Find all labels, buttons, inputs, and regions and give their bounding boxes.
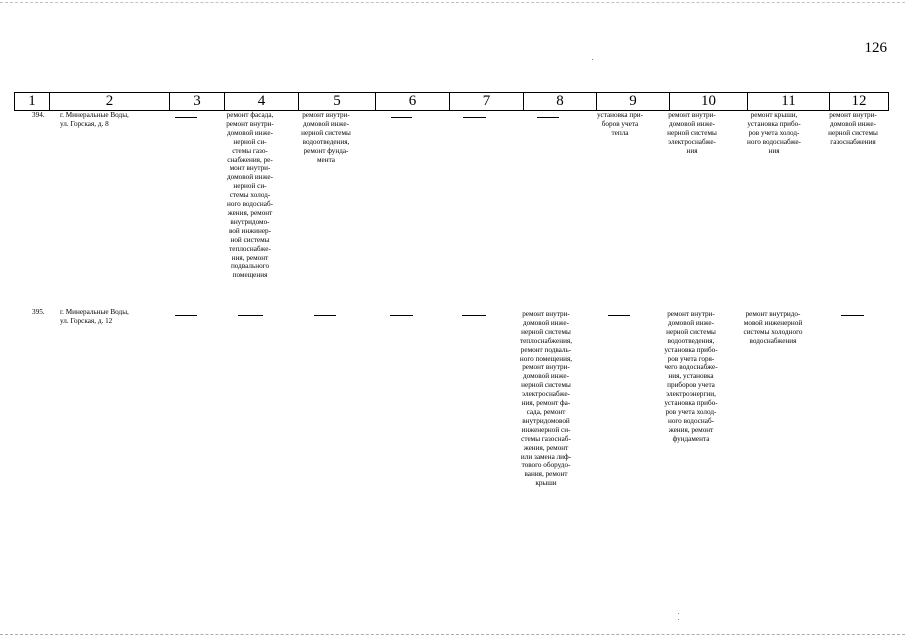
row-394-col7-dash: [463, 117, 486, 118]
header-col-9: 9: [597, 93, 670, 110]
row-394-address: г. Минеральные Воды, ул. Горская, д. 8: [60, 111, 129, 128]
table-header: [14, 92, 889, 111]
header-col-11: 11: [748, 93, 830, 110]
row-395-col6-dash: [390, 315, 413, 316]
row-395-number: 395.: [32, 308, 45, 316]
row-395-col9-dash: [608, 315, 630, 316]
row-395-col3-dash: [175, 315, 197, 316]
row-394-col6-dash: [391, 117, 412, 118]
scan-speck: [678, 619, 679, 620]
row-394-col8-dash: [537, 117, 559, 118]
row-394-col5: ремонт внутри- домовой инже- нерной системы водоотведения, ремонт фунда- мента: [301, 111, 351, 164]
row-394-col4: ремонт фасада, ремонт внутри- домовой инже- нерной си- стемы газо- снабжения, ре- монт внутри- домовой инже- нерной си- стемы холод- ного водоснаб- жения, ремонт внутридомо- вой инжинер- ной системы теплоснабже- ния, ремонт подвального помещения: [226, 111, 274, 280]
scan-artifact-bottom: [0, 634, 905, 635]
header-col-8: 8: [524, 93, 597, 110]
page-number: 126: [864, 40, 887, 56]
row-395-col10: ремонт внутри- домовой инже- нерной системы водоотведения, установка прибо- ров учета горя- чего водоснабже- ния, установка приборов учета электроэнергии, установка прибо- ров учета холод- ного водоснаб- жения, ремонт фундамента: [664, 310, 718, 443]
row-394-number: 394.: [32, 111, 45, 119]
row-394-col9: установка при- боров учета тепла: [596, 111, 644, 137]
row-394-col12: ремонт внутри- домовой инже- нерной системы газоснабжения: [828, 111, 878, 146]
row-395-col11: ремонт внутридо- мовой инженерной системы холодного водоснабжения: [743, 310, 803, 345]
header-col-10: 10: [670, 93, 748, 110]
row-395-col5-dash: [314, 315, 336, 316]
scan-speck: [678, 613, 679, 614]
row-394-col11: ремонт крыши, установка прибо- ров учета холод- ного водоснабже- ния: [747, 111, 801, 155]
header-col-1: 1: [15, 93, 50, 110]
header-col-3: 3: [170, 93, 225, 110]
row-395-col12-dash: [841, 315, 864, 316]
row-395-col8: ремонт внутри- домовой инже- нерной системы теплоснабжения, ремонт подваль- ного помещения, ремонт внутри- домовой инже- нерной системы электроснабже- ния, ремонт фа- сада, ремонт внутридомовой инженерной си- стемы газоснаб- жения, ремонт или замена лиф- тового оборудо- вания, ремонт крыши: [519, 310, 573, 488]
scan-artifact-top: [0, 2, 905, 3]
row-395-address: г. Минеральные Воды, ул. Горская, д. 12: [60, 308, 129, 325]
header-col-5: 5: [299, 93, 376, 110]
header-col-4: 4: [225, 93, 299, 110]
row-395-col4-dash: [238, 315, 263, 316]
header-col-7: 7: [450, 93, 524, 110]
header-col-12: 12: [830, 93, 889, 110]
header-col-2: 2: [50, 93, 170, 110]
row-394-col10: ремонт внутри- домовой инже- нерной системы электроснабже- ния: [667, 111, 717, 155]
row-395-col7-dash: [462, 315, 486, 316]
scan-speck: [592, 59, 593, 60]
row-394-col3-dash: [175, 117, 197, 118]
header-col-6: 6: [376, 93, 450, 110]
